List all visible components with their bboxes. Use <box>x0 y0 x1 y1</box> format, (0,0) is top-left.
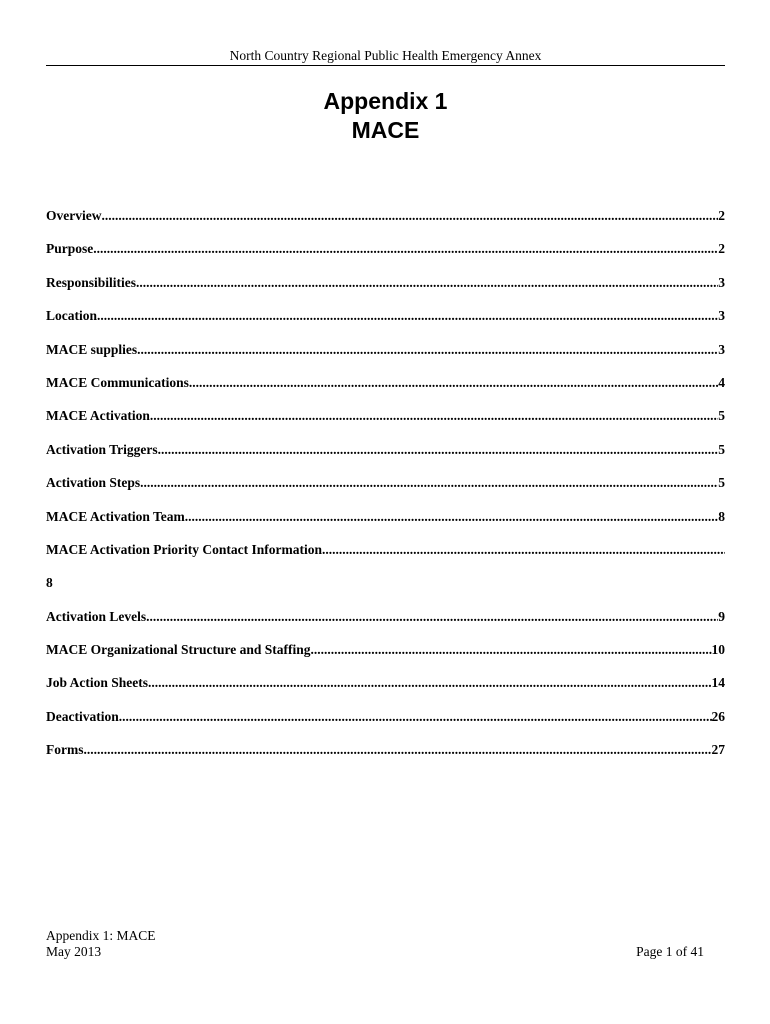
toc-entry-activation-steps[interactable] <box>46 474 725 507</box>
toc-entry-page: 5 <box>718 475 725 491</box>
toc-entry-title: MACE Organizational Structure and Staffing <box>46 642 311 658</box>
toc-entry-page: 3 <box>718 308 725 324</box>
toc-entry-purpose[interactable] <box>46 240 725 273</box>
footer-info <box>46 928 156 960</box>
toc-entry-title: MACE Activation Team <box>46 508 185 524</box>
toc-entry-page: 2 <box>718 241 725 257</box>
footer-date: May 2013 <box>46 944 102 959</box>
footer-appendix-label: Appendix 1: MACE <box>46 928 156 943</box>
toc-entry-title: Deactivation <box>46 708 119 724</box>
toc-entry-title: Forms <box>46 742 84 758</box>
toc-entry-title: Location <box>46 308 98 324</box>
toc-entry-mace-communications[interactable] <box>46 374 725 407</box>
toc-entry-mace-activation[interactable] <box>46 407 725 440</box>
toc-entry-page: 5 <box>718 441 725 457</box>
page-number: Page 1 of 41 <box>636 944 704 959</box>
toc-entry-organizational-structure[interactable] <box>46 641 725 674</box>
toc-entry-overview[interactable] <box>46 207 725 240</box>
toc-entry-page: 26 <box>711 708 725 724</box>
title-line-1: Appendix 1 <box>323 88 448 114</box>
toc-entry-page: 27 <box>711 742 725 758</box>
toc-entry-title: Activation Steps <box>46 475 141 491</box>
toc-entry-location[interactable] <box>46 307 725 340</box>
title-line-2: MACE <box>351 117 420 143</box>
toc-entry-responsibilities[interactable] <box>46 274 725 307</box>
toc-entry-title: Activation Triggers <box>46 441 158 457</box>
toc-entry-title: MACE Activation <box>46 408 150 424</box>
toc-entry-mace-supplies[interactable] <box>46 341 725 374</box>
toc-entry-page: 5 <box>718 408 725 424</box>
toc-entry-deactivation[interactable] <box>46 708 725 741</box>
toc-entry-page: 9 <box>718 608 725 624</box>
toc-entry-page: 8 <box>718 508 725 524</box>
toc-entry-activation-triggers[interactable] <box>46 441 725 474</box>
toc-wrapped-page-number: 8 <box>46 575 53 591</box>
header-text: North Country Regional Public Health Emergency Annex <box>229 48 542 63</box>
toc-entry-page: 3 <box>718 274 725 290</box>
running-header <box>46 48 725 66</box>
toc-entry-title: Purpose <box>46 241 94 257</box>
toc-entry-priority-contact-information[interactable] <box>46 541 725 574</box>
toc-entry-page: 14 <box>711 675 725 691</box>
toc-entry-page: 10 <box>711 642 725 658</box>
toc-entry-title: Responsibilities <box>46 274 137 290</box>
toc-entry-title: MACE Communications <box>46 374 189 390</box>
toc-entry-title: Activation Levels <box>46 608 147 624</box>
toc-entry-title: MACE Activation Priority Contact Information <box>46 541 322 557</box>
table-of-contents <box>46 207 725 775</box>
toc-entry-page: 3 <box>718 341 725 357</box>
toc-entry-page: 4 <box>718 374 725 390</box>
toc-entry-activation-levels[interactable] <box>46 608 725 641</box>
toc-entry-title: Job Action Sheets <box>46 675 149 691</box>
toc-entry-forms[interactable] <box>46 741 725 774</box>
page-title <box>46 87 725 145</box>
toc-entry-page: 2 <box>718 208 725 223</box>
toc-entry-title: MACE supplies <box>46 341 138 357</box>
toc-entry-mace-activation-team[interactable] <box>46 508 725 541</box>
toc-entry-job-action-sheets[interactable] <box>46 674 725 707</box>
toc-entry-title: Overview <box>46 208 102 223</box>
